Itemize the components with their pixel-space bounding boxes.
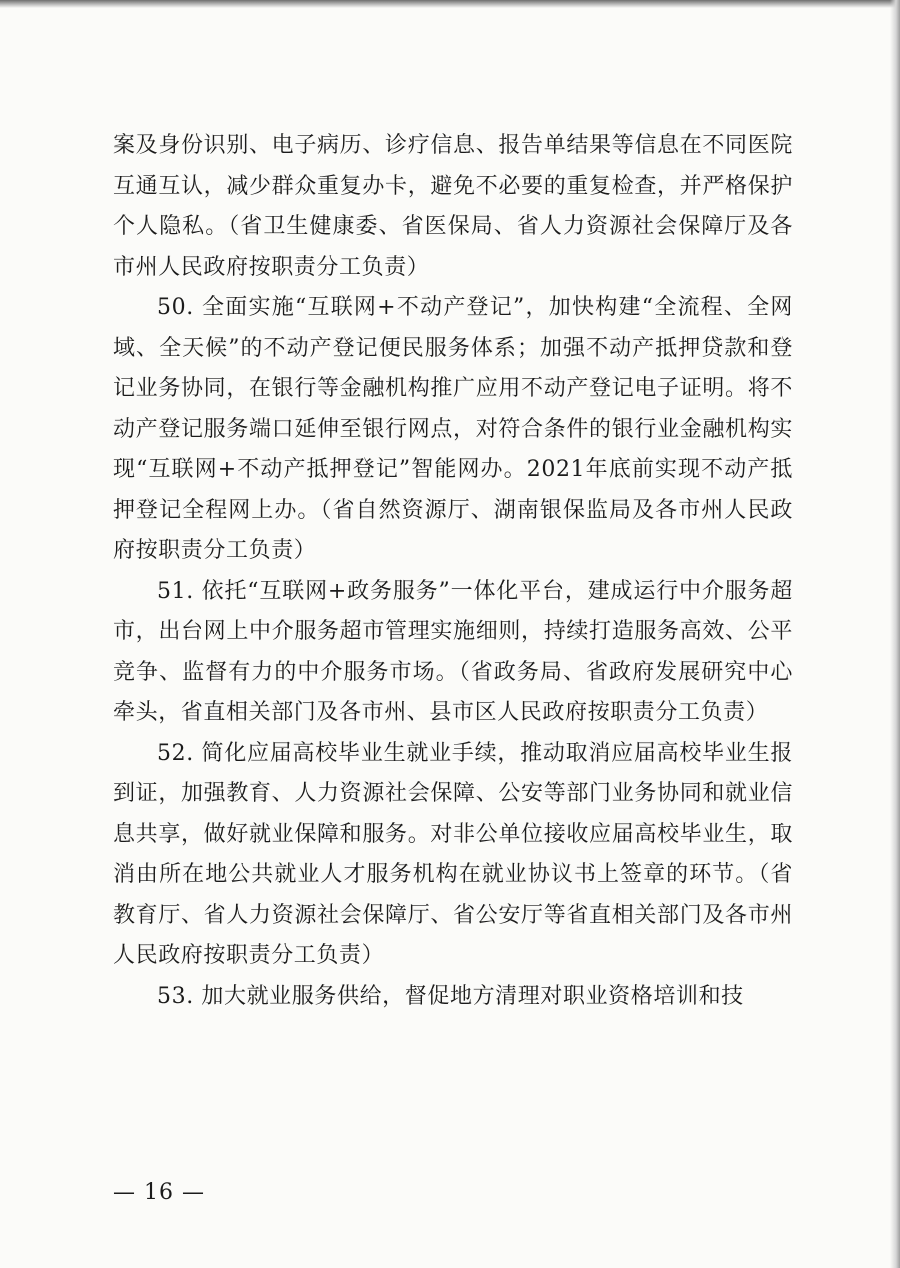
paragraph-item-51: 51. 依托“互联网+政务服务”一体化平台，建成运行中介服务超市，出台网上中介服务超市管理实施细则，持续打造服务高效、公平竞争、监督有力的中介服务市场。（省政务局、省政府发展研究中心牵头，省直相关部门及各市州、县市区人民政府按职责分工负责） <box>113 578 793 725</box>
document-body <box>113 126 793 1017</box>
paragraph-item-52: 52. 简化应届高校毕业生就业手续，推动取消应届高校毕业生报到证，加强教育、人力资源社会保障、公安等部门业务协同和就业信息共享，做好就业保障和服务。对非公单位接收应届高校毕业生，取消由所在地公共就业人才服务机构在就业协议书上签章的环节。（省教育厅、省人力资源社会保障厅、省公安厅等省直相关部门及各市州人民政府按职责分工负责） <box>113 740 793 968</box>
paragraph-item-50: 50. 全面实施“互联网+不动产登记”，加快构建“全流程、全网域、全天候”的不动产登记便民服务体系；加强不动产抵押贷款和登记业务协同，在银行等金融机构推广应用不动产登记电子证明。将不动产登记服务端口延伸至银行网点，对符合条件的银行业金融机构实现“互联网+不动产抵押登记”智能网办。2021年底前实现不动产抵押登记全程网上办。（省自然资源厅、湖南银保监局及各市州人民政府按职责分工负责） <box>113 295 793 563</box>
paragraph-item-53: 53. 加大就业服务供给，督促地方清理对职业资格培训和技 <box>157 983 744 1009</box>
scan-top-edge <box>0 0 900 8</box>
page-number: — 16 — <box>113 1180 205 1205</box>
scan-right-edge <box>890 0 900 1268</box>
paragraph-continuation: 案及身份识别、电子病历、诊疗信息、报告单结果等信息在不同医院互通互认，减少群众重复办卡，避免不必要的重复检查，并严格保护个人隐私。（省卫生健康委、省医保局、省人力资源社会保障厅及各市州人民政府按职责分工负责） <box>113 133 793 280</box>
